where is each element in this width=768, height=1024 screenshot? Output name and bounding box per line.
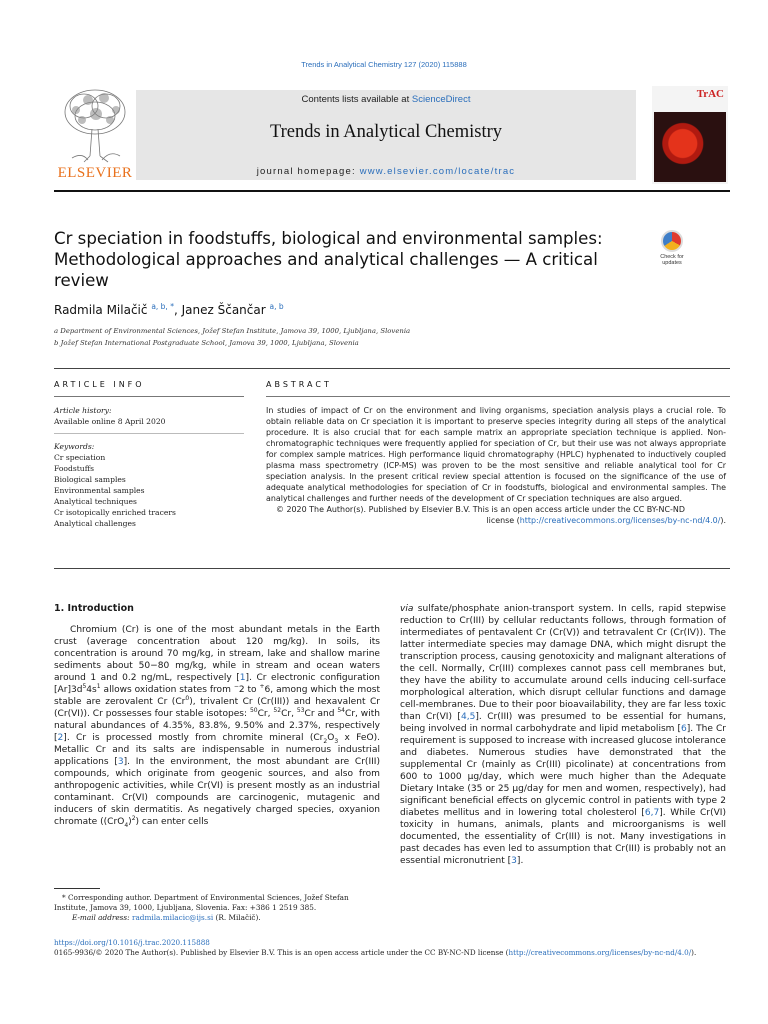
- journal-cover-image[interactable]: [652, 86, 728, 184]
- reference-link[interactable]: 3: [511, 856, 517, 866]
- corresponding-author: * Corresponding author. Department of Environmental Sciences, Jožef Stefan Institute, Jamova 39, 1000, Ljubljana, Slovenia. Fax: +386 1 2519 385.: [54, 893, 349, 912]
- abstract-divider: [266, 396, 730, 397]
- license-prefix: license (: [486, 516, 520, 525]
- footer-license-suffix: ).: [691, 948, 697, 957]
- contents-prefix: Contents lists available at: [301, 94, 412, 105]
- intro-paragraph-1: Chromium (Cr) is one of the most abundant metals in the Earth crust (average concentration about 120 mg/kg). In soils, its concentration is around 70 mg/kg, in stream, lake and shallow marine sediments about 50−80 mg/kg, while in stream and ocean waters around 1 and 0.2 ng/mL, respectively [1]. Cr electronic configuration $[Ar]3d^54s^1$ allows oxidation states from −2 to +6, among which the most stable are zerovalent Cr (Cr$^0$), trivalent Cr (Cr(III)) and hexavalent Cr (Cr(VI)). Cr possesses four stable isotopes: $^{50}$Cr, $^{52}$Cr, $^{53}$Cr and $^{54}$Cr, with natural abundances of 4.35%, 83.8%, 9.50% and 2.37%, respectively [2]. Cr is processed mostly from chromite mineral ($Cr_2O_3$ x FeO). Metallic Cr and its salts are indispensable in numerous industrial applications [3]. In the environment, the most abundant are Cr(III) compounds, which originate from geogenic sources, and also from anthropogenic activities, while Cr(VI) is present mostly as an industrial contaminant. Cr(VI) compounds are carcinogenic, mutagenic and inducers of skin dermatitis. As negatively charged species, oxyanion chromate $((CrO_4)^2)$ can enter cells: [54, 625, 381, 829]
- abstract-copyright: © 2020 The Author(s). Published by Elsevier B.V. This is an open access article under the CC BY-NC-ND: [276, 505, 685, 514]
- body-column-right: [400, 603, 726, 867]
- abstract-body: [266, 405, 726, 526]
- check-updates-label: Check for updates: [660, 254, 684, 266]
- corresponding-author-footnote: [54, 893, 380, 923]
- abstract-text: In studies of impact of Cr on the environment and living organisms, speciation analysis plays a crucial role. To obtain reliable data on Cr speciation it is important to preserve species integrity during all steps of the analytical procedure. It is also crucial that for each sample matrix an appropriate speciation technique is applied. Non-chromatographic techniques were frequently applied for speciation of Cr, but their use was not always appropriate for complex sample matrices. High performance liquid chromatography (HPLC) hyphenated to inductively coupled plasma mass spectrometry (ICP-MS) was proven to be the most sensitive and reliable analytical tool for Cr speciation analysis. In the present critical review special attention is focused on the significance of the use of adequate analytical methodologies for speciation of Cr in foodstuffs, biological and environmental samples. The analytical challenges and further needs of the development of Cr speciation techniques are also argued.: [266, 406, 726, 503]
- abstract-bottom-divider: [54, 568, 730, 569]
- email-link[interactable]: radmila.milacic@ijs.si: [131, 913, 214, 922]
- email-suffix: (R. Milačič).: [213, 913, 261, 922]
- reference-link[interactable]: 2: [57, 733, 64, 743]
- email-line: [54, 913, 380, 923]
- homepage-prefix: journal homepage:: [256, 166, 360, 177]
- inline-formatting: 2: [131, 814, 136, 822]
- keyword: Analytical techniques: [54, 497, 137, 506]
- article-history: [54, 405, 244, 427]
- journal-reference[interactable]: Trends in Analytical Chemistry 127 (2020) 115888: [301, 60, 467, 69]
- abstract-license: [266, 515, 726, 526]
- inline-formatting: 5: [82, 682, 87, 690]
- footnote-divider: [54, 888, 100, 889]
- footer-license: [54, 948, 730, 958]
- cover-title: TrAC: [696, 88, 724, 100]
- journal-masthead: [54, 84, 730, 188]
- affiliation-b: b Jožef Stefan International Postgraduate School, Jamova 39, 1000, Ljubljana, Slovenia: [54, 339, 359, 347]
- intro-paragraph-2: via sulfate/phosphate anion-transport system. In cells, rapid stepwise reduction to Cr(III) by cellular reductants follows, through formation of intermediates of pentavalent Cr (Cr(V)) and tetravalent Cr (Cr(IV)). The latter intermediate species may damage DNA, which might disrupt the transcription process, causing genotoxicity and malignant alterations of the cell. Normally, Cr(III) complexes cannot pass cell membranes but, they have the ability to accumulate around cells inducing cell-surface morphological alteration, which disrupt cellular functions and damage cell-membranes. Due to their poor bioavailability, they are far less toxic than Cr(VI) [4,5]. Cr(III) was presumed to be essential for humans, being involved in normal carbohydrate and lipid metabolism [6]. The Cr requirement is supposed to increase with increased glucose intolerance and diabetes. Numerous studies have demonstrated that the supplemental Cr (mainly as Cr(III) picolinate) at concentrations from 600 to 1000 μg/day, which were much higher than the Adequate Dietary Intake (35 or 25 μg/day for men and women, respectively), had significant beneficial effects on glycemic control in patients with type 2 diabetes mellitus and in lowering total cholesterol [6,7]. While Cr(VI) toxicity in humans, animals, plants and microorganisms is well documented, the essentiality of Cr(III) is not. Many investigations in past decades has even led to assumption that Cr(III) is probably not an essential micronutrient [3].: [400, 604, 727, 866]
- body-column-left: [54, 603, 380, 828]
- section-divider: [54, 368, 730, 369]
- inline-formatting: via: [400, 604, 414, 614]
- keywords-label: Keywords:: [54, 442, 95, 451]
- author-list: [54, 302, 284, 317]
- section-heading-introduction: 1. Introduction: [54, 603, 134, 614]
- inline-formatting: 0: [185, 694, 190, 702]
- keyword: Analytical challenges: [54, 519, 136, 528]
- homepage-line: [136, 166, 636, 177]
- homepage-link[interactable]: www.elsevier.com/locate/trac: [359, 166, 516, 177]
- keyword: Cr isotopically enriched tracers: [54, 508, 176, 517]
- keyword: Environmental samples: [54, 486, 145, 495]
- sciencedirect-link[interactable]: ScienceDirect: [411, 94, 471, 105]
- author-name[interactable]: Janez Ščančar: [181, 303, 266, 317]
- tree-icon: [54, 84, 136, 166]
- inline-formatting: 52: [273, 706, 282, 714]
- check-updates-icon: [661, 230, 683, 252]
- reference-link[interactable]: 4,5: [460, 712, 476, 722]
- inline-formatting: 54: [337, 706, 345, 714]
- keywords-block: [54, 441, 244, 529]
- elsevier-logo[interactable]: [54, 84, 136, 184]
- publisher-name: ELSEVIER: [57, 165, 133, 181]
- author-affiliation-marks[interactable]: a, b, *: [151, 302, 174, 311]
- abstract-heading: ABSTRACT: [266, 380, 332, 389]
- history-value: Available online 8 April 2020: [54, 417, 166, 426]
- footer-license-link[interactable]: http://creativecommons.org/licenses/by-nc-nd/4.0/: [508, 948, 692, 957]
- inline-formatting: 53: [296, 706, 305, 714]
- license-link[interactable]: http://creativecommons.org/licenses/by-nc-nd/4.0/: [519, 516, 721, 525]
- footer-license-text: 0165-9936/© 2020 The Author(s). Published by Elsevier B.V. This is an open access article under the CC BY-NC-ND license (: [54, 948, 509, 957]
- journal-banner: [136, 90, 636, 180]
- inline-formatting: +: [259, 682, 265, 690]
- affiliation-a: a Department of Environmental Sciences, Jožef Stefan Institute, Jamova 39, 1000, Ljubljana, Slovenia: [54, 327, 411, 335]
- info-divider: [54, 396, 244, 397]
- cover-artwork: [654, 112, 726, 182]
- reference-link[interactable]: 3: [117, 757, 124, 767]
- page-footer: [54, 938, 730, 958]
- article-title: Cr speciation in foodstuffs, biological and environmental samples: Methodological approaches and analytical challenges — A critical review: [54, 229, 603, 290]
- inline-formatting: 4: [124, 821, 129, 829]
- keyword: Cr speciation: [54, 453, 106, 462]
- inline-formatting: 2: [323, 737, 328, 745]
- inline-formatting: 3: [334, 737, 339, 745]
- inline-formatting: 1: [96, 682, 101, 690]
- masthead-divider: [54, 190, 730, 192]
- keywords-divider: [54, 433, 244, 434]
- reference-link[interactable]: 6: [681, 724, 687, 734]
- author-name[interactable]: Radmila Milačič: [54, 303, 148, 317]
- inline-formatting: −: [233, 682, 239, 690]
- doi-link[interactable]: https://doi.org/10.1016/j.trac.2020.115888: [54, 938, 210, 947]
- inline-formatting: 50: [249, 706, 258, 714]
- article-info-heading: ARTICLE INFO: [54, 380, 145, 389]
- journal-title[interactable]: Trends in Analytical Chemistry: [269, 122, 503, 142]
- reference-link[interactable]: 6,7: [644, 808, 660, 818]
- author-affiliation-marks[interactable]: a, b: [269, 302, 284, 311]
- license-suffix: ).: [720, 516, 726, 525]
- reference-link[interactable]: 1: [239, 673, 246, 683]
- contents-line: [136, 94, 636, 105]
- author-separator: ,: [173, 303, 182, 317]
- history-label: Article history:: [54, 406, 112, 415]
- check-for-updates-button[interactable]: [654, 230, 690, 270]
- keyword: Biological samples: [54, 475, 126, 484]
- keyword: Foodstuffs: [54, 464, 94, 473]
- email-label: E-mail address:: [72, 913, 132, 922]
